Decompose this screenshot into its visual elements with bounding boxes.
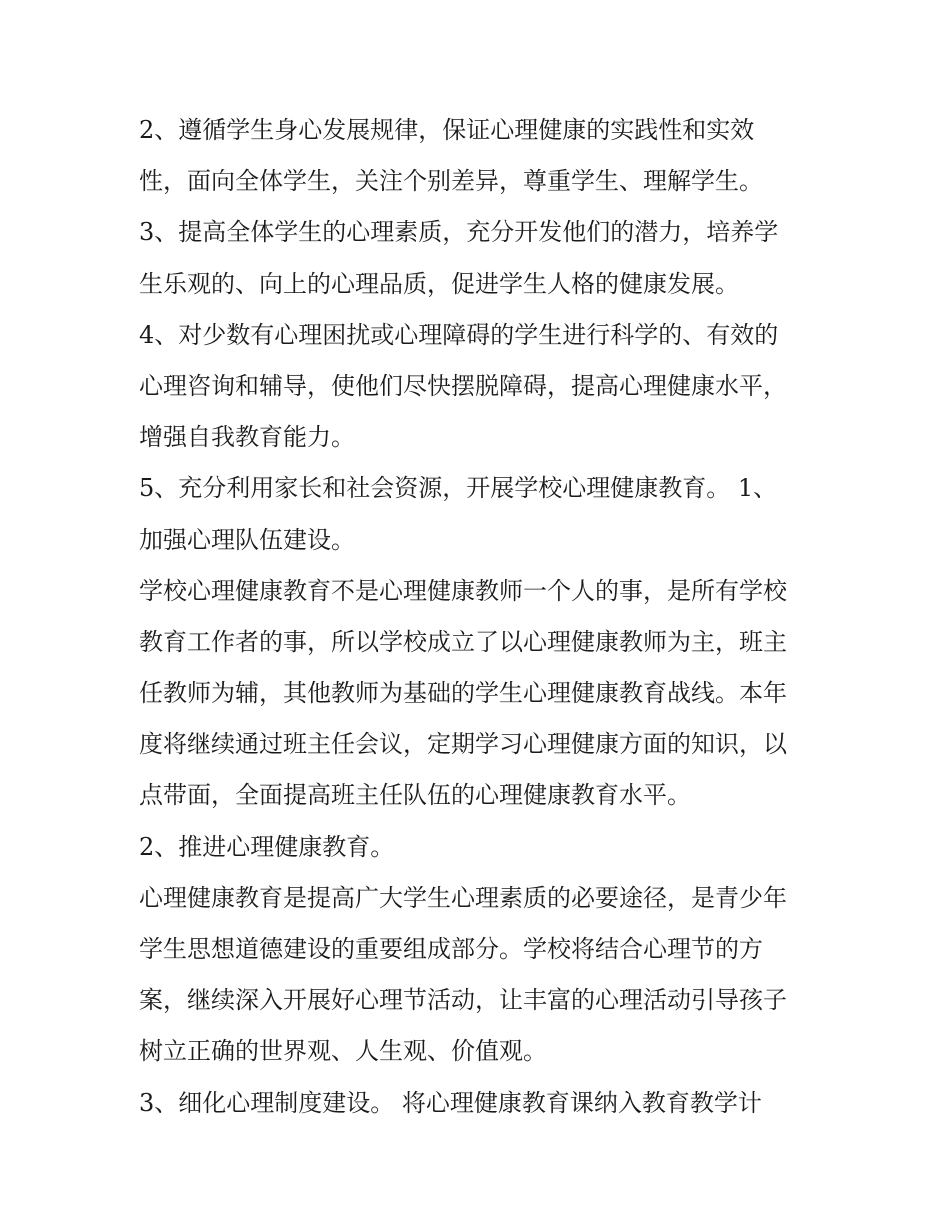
text-line: 点带面，全面提高班主任队伍的心理健康教育水平。: [139, 781, 691, 810]
text-line: 增强自我教育能力。: [139, 423, 355, 452]
text-line: 学校心理健康教育不是心理健康教师一个人的事，是所有学校: [139, 576, 787, 605]
text-line: 树立正确的世界观、人生观、价值观。: [139, 1037, 547, 1066]
text-line: 5、充分利用家长和社会资源，开展学校心理健康教育。 1、: [139, 474, 778, 503]
text-line: 2、推进心理健康教育。: [139, 832, 395, 861]
text-line: 4、对少数有心理困扰或心理障碍的学生进行科学的、有效的: [139, 320, 779, 349]
text-line: 2、遵循学生身心发展规律，保证心理健康的实践性和实效: [139, 116, 755, 144]
text-line: 3、细化心理制度建设。 将心理健康教育课纳入教育教学计: [139, 1088, 762, 1117]
text-line: 生乐观的、向上的心理品质，促进学生人格的健康发展。: [139, 269, 739, 298]
text-line: 教育工作者的事，所以学校成立了以心理健康教师为主，班主: [139, 627, 787, 656]
text-line: 加强心理队伍建设。: [139, 525, 355, 554]
text-line: 任教师为辅，其他教师为基础的学生心理健康教育战线。本年: [139, 679, 787, 708]
text-line: 心理咨询和辅导，使他们尽快摆脱障碍，提高心理健康水平，: [139, 371, 787, 400]
text-line: 3、提高全体学生的心理素质，充分开发他们的潜力，培养学: [139, 218, 779, 247]
text-line: 度将继续通过班主任会议，定期学习心理健康方面的知识，以: [139, 730, 787, 759]
text-line: 性，面向全体学生，关注个别差异，尊重学生、理解学生。: [139, 167, 763, 196]
text-line: 心理健康教育是提高广大学生心理素质的必要途径，是青少年: [139, 883, 787, 912]
text-line: 学生思想道德建设的重要组成部分。学校将结合心理节的方: [139, 935, 763, 963]
document-body: [139, 108, 819, 1132]
text-line: 案，继续深入开展好心理节活动，让丰富的心理活动引导孩子: [139, 986, 787, 1015]
